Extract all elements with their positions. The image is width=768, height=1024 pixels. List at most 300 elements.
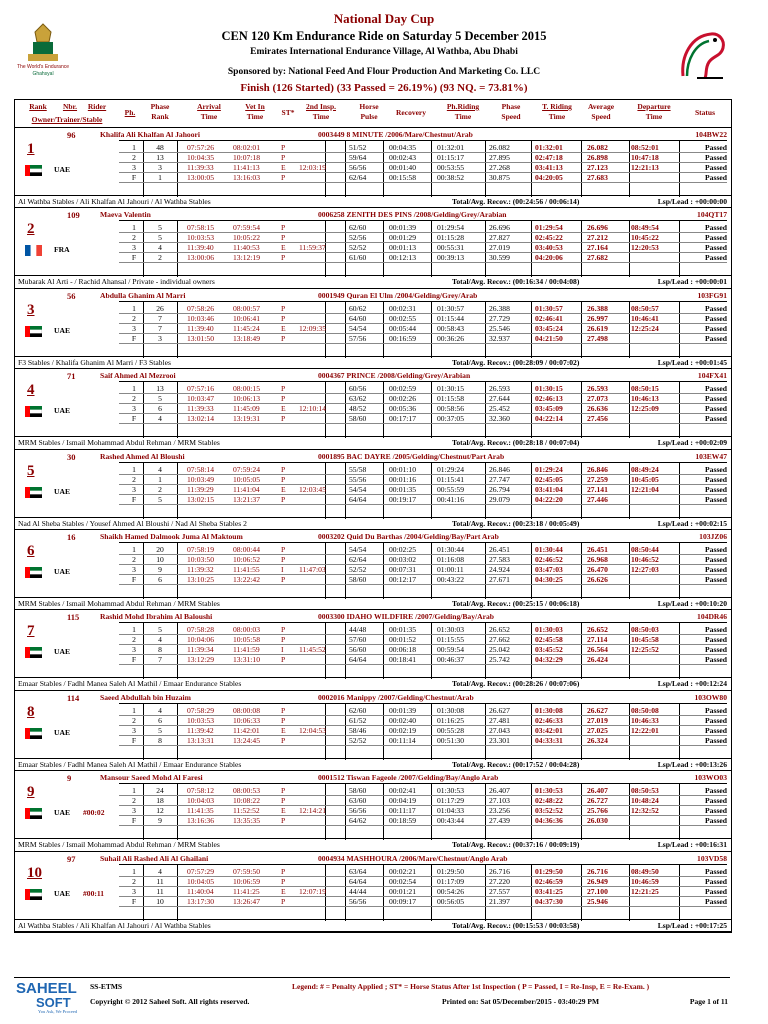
phase-cell: 08:00:03 xyxy=(233,625,261,635)
phase-cell: 27.682 xyxy=(587,253,608,263)
phase-cell: 10:46:59 xyxy=(631,876,659,886)
phase-cell: 27.683 xyxy=(587,173,608,182)
phase-cell: 10:03:47 xyxy=(187,394,215,404)
rider-name: Rashid Mohd Ibrahim Al Baloushi xyxy=(100,612,213,622)
horse-info: 0006258 ZENITH DES PINS /2008/Gelding/Grey/Arabian xyxy=(318,210,507,220)
phase-cell: 13 xyxy=(156,384,164,394)
phase-cell: 2 xyxy=(132,715,136,725)
phase-cell: 02:46:59 xyxy=(535,876,563,886)
entry-rank: 8 xyxy=(27,703,35,720)
phase-cell: 07:57:16 xyxy=(187,384,215,394)
phase-cell: 12:27:03 xyxy=(631,564,659,574)
phase-cell: Passed xyxy=(705,876,727,886)
phase-cell: 00:02:26 xyxy=(389,394,417,404)
phase-cell: 4 xyxy=(158,243,162,253)
owner-trainer-stable: Al Wathba Stables / Ali Khalfan Al Jahouri / Al Wathba Stables xyxy=(18,197,211,206)
phase-cell: 8 xyxy=(158,645,162,655)
phase-cell: 27.268 xyxy=(489,163,510,172)
phase-cell: 00:02:31 xyxy=(389,303,417,313)
horse-info: 0002016 Manippy /2007/Gelding/Chestnut/Arab xyxy=(318,692,474,702)
phase-cell: 00:05:44 xyxy=(389,323,417,333)
col-owner: Owner/Trainer/Stable xyxy=(31,115,103,124)
total-recovery: Total/Avg. Recov.: (00:24:56 / 00:06:14) xyxy=(452,197,580,206)
phase-cell: 26.593 xyxy=(587,384,608,394)
phase-cell: Passed xyxy=(705,796,727,806)
phase-cell: 56/56 xyxy=(349,163,367,172)
phase-cell: Passed xyxy=(705,163,727,172)
phase-cell: 7 xyxy=(158,323,162,333)
phase-cell: 12:25:52 xyxy=(631,645,659,655)
horse-id: 103OW80 xyxy=(694,692,727,702)
phase-cell: 03:41:25 xyxy=(535,886,563,896)
horse-id: 103VD58 xyxy=(697,853,727,863)
phase-cell: 07:59:54 xyxy=(233,223,261,233)
phase-cell: 08:00:08 xyxy=(233,705,261,715)
phase-cell: 27.019 xyxy=(587,715,608,725)
total-recovery: Total/Avg. Recov.: (00:15:53 / 00:03:58) xyxy=(452,920,580,930)
total-recovery: Total/Avg. Recov.: (00:25:15 / 00:06:18) xyxy=(452,598,580,608)
col-insp-time: Time xyxy=(312,112,330,121)
lead-time: Lsp/Lead : +00:13:26 xyxy=(657,759,727,769)
finish-summary: Finish (126 Started) (33 Passed = 26.19%) (93 NQ. = 73.81%) xyxy=(240,82,528,94)
phase-cell: 01:16:25 xyxy=(437,715,465,725)
owner-trainer-stable: Emaar Stables / Fadhl Manea Saleh Al Mathil / Emaar Endurance Stables xyxy=(18,759,242,769)
lead-time: Lsp/Lead : +00:02:15 xyxy=(657,518,727,528)
phase-cell: 00:38:52 xyxy=(437,173,465,182)
phase-cell: P xyxy=(281,414,286,424)
phase-cell: P xyxy=(281,796,286,806)
phase-cell: 25.452 xyxy=(489,404,510,414)
phase-cell: 08:00:15 xyxy=(233,384,261,394)
phase-cell: 27.073 xyxy=(587,394,608,404)
phase-cell: 44/48 xyxy=(349,625,367,635)
col-triding: T. Riding xyxy=(542,102,572,111)
phase-cell: 10:48:24 xyxy=(631,796,659,806)
phase-row xyxy=(119,333,727,344)
phase-cell: 26 xyxy=(156,303,164,313)
phase-cell: 27.747 xyxy=(489,474,510,484)
phase-cell: 00:01:35 xyxy=(389,484,417,494)
event-sponsor: Sponsored by: National Feed And Flour Production And Marketing Co. LLC xyxy=(227,67,541,77)
phase-cell: 26.082 xyxy=(489,143,510,152)
col-ph: Ph. xyxy=(124,108,136,117)
phase-cell: 63/60 xyxy=(349,796,367,806)
entry-rank: 6 xyxy=(27,542,35,559)
phase-cell: 13:16:03 xyxy=(233,173,261,182)
phase-cell: 10:04:35 xyxy=(187,153,215,162)
phase-cell: 27.114 xyxy=(587,635,608,645)
phase-cell: 00:15:58 xyxy=(389,173,417,182)
phase-cell: Passed xyxy=(705,735,727,745)
phase-cell: 26.968 xyxy=(587,554,608,564)
entry-block xyxy=(15,450,731,530)
phase-cell: 01:29:24 xyxy=(535,464,563,474)
uae-flag-icon xyxy=(25,889,42,900)
phase-cell: 11:40:04 xyxy=(187,886,214,896)
phase-cell: Passed xyxy=(705,484,727,494)
phase-cell: 26.451 xyxy=(587,544,608,554)
phase-cell: 03:52:52 xyxy=(535,806,563,816)
phase-cell: 13:35:35 xyxy=(233,816,261,826)
phase-cell: 00:36:26 xyxy=(437,333,465,343)
phase-cell: 11:45:52 xyxy=(299,645,326,655)
phase-cell: 13:24:45 xyxy=(233,735,261,745)
phase-cell: 5 xyxy=(158,233,162,243)
phase-cell: 13:01:50 xyxy=(187,333,215,343)
phase-cell: 01:30:53 xyxy=(535,786,563,796)
phase-cell: 4 xyxy=(158,635,162,645)
entry-block xyxy=(15,530,731,610)
phase-cell: 26.997 xyxy=(587,313,608,323)
phase-cell: 1 xyxy=(132,786,136,796)
horse-info: 0001512 Tiswan Fageole /2007/Gelding/Bay/Anglo Arab xyxy=(318,773,499,783)
phase-cell: 07:58:29 xyxy=(187,705,215,715)
phase-cell: 1 xyxy=(132,464,136,474)
phase-cell: 11 xyxy=(156,876,164,886)
phase-cell: 2 xyxy=(132,394,136,404)
penalty: #00:11 xyxy=(83,888,105,898)
phase-cell: 13:26:47 xyxy=(233,896,261,906)
col-rank: Rank xyxy=(29,102,47,111)
entry-rank: 10 xyxy=(27,864,42,881)
phase-cell: 00:18:41 xyxy=(389,655,417,665)
phase-cell: Passed xyxy=(705,323,727,333)
phase-cell: Passed xyxy=(705,474,727,484)
phase-cell: 07:58:15 xyxy=(187,223,215,233)
phase-cell: 54/54 xyxy=(349,544,367,554)
phase-cell: 01:30:15 xyxy=(535,384,563,394)
phase-cell: 13:17:30 xyxy=(187,896,215,906)
phase-cell: 27.141 xyxy=(587,484,608,494)
phase-cell: 00:09:17 xyxy=(389,896,417,906)
phase-cell: 27.827 xyxy=(489,233,510,243)
phase-grid xyxy=(119,622,727,679)
horse-info: 0004934 MASHHOURA /2006/Mare/Chestnut/Anglo Arab xyxy=(318,853,508,863)
phase-cell: 13:00:05 xyxy=(187,173,215,182)
phase-cell: Passed xyxy=(705,464,727,474)
nationality: UAE xyxy=(54,486,71,496)
phase-cell: 3 xyxy=(132,886,136,896)
phase-cell: Passed xyxy=(705,394,727,404)
col-phriding-time: Time xyxy=(454,112,472,121)
rider-name: Shaikh Hamed Dalmook Juma Al Maktoum xyxy=(100,531,243,541)
phase-cell: 3 xyxy=(132,404,136,414)
phase-cell: F xyxy=(131,414,137,424)
col-insp: 2nd Insp. xyxy=(305,102,337,111)
horse-info: 0001949 Quran El Ulm /2004/Gelding/Grey/Arab xyxy=(318,290,478,300)
rider-name: Suhail Ali Rashed Ali Al Ghailani xyxy=(100,853,209,863)
phase-cell: 08:52:01 xyxy=(631,143,659,152)
phase-cell: 01:30:44 xyxy=(535,544,563,554)
col-phriding: Ph.Riding xyxy=(446,102,480,111)
phase-cell: 62/60 xyxy=(349,705,367,715)
col-arrival-time: Time xyxy=(200,112,218,121)
phase-cell: 00:02:25 xyxy=(389,544,417,554)
logo-left-sub: Ghahsyal xyxy=(32,71,54,77)
phase-cell: 62/64 xyxy=(349,173,367,182)
uae-flag-icon xyxy=(25,808,42,819)
entry-number: 96 xyxy=(67,130,76,140)
phase-cell: 3 xyxy=(132,645,136,655)
phase-cell: 00:19:17 xyxy=(389,494,417,504)
phase-row xyxy=(119,654,727,665)
phase-cell: 00:02:55 xyxy=(389,313,417,323)
entry-number: 16 xyxy=(67,531,76,542)
col-departure-time: Time xyxy=(645,112,663,121)
nationality: UAE xyxy=(54,566,71,576)
phase-cell: 00:43:44 xyxy=(437,816,465,826)
phase-cell: 12:20:53 xyxy=(631,243,659,253)
phase-cell: 25.742 xyxy=(489,655,510,665)
phase-cell: 13:22:42 xyxy=(233,574,261,584)
total-recovery: Total/Avg. Recov.: (00:23:18 / 00:05:49) xyxy=(452,518,580,528)
phase-cell: 26.470 xyxy=(587,564,608,574)
phase-cell: Passed xyxy=(705,223,727,233)
phase-cell: 08:50:15 xyxy=(631,384,659,394)
phase-cell: 02:45:58 xyxy=(535,635,563,645)
phase-cell: 2 xyxy=(158,484,162,494)
phase-cell: 11:41:59 xyxy=(233,645,260,655)
phase-cell: 04:21:50 xyxy=(535,333,563,343)
phase-cell: E xyxy=(281,163,286,172)
phase-cell: 01:29:54 xyxy=(535,223,563,233)
phase-cell: 10:46:52 xyxy=(631,554,659,564)
phase-cell: P xyxy=(281,464,286,474)
phase-cell: 12:07:19 xyxy=(299,886,327,896)
phase-cell: 5 xyxy=(158,223,162,233)
phase-cell: 00:02:21 xyxy=(389,866,417,876)
phase-cell: 59/64 xyxy=(349,153,367,162)
phase-cell: 04:30:25 xyxy=(535,574,563,584)
phase-cell: 3 xyxy=(132,163,136,172)
lead-time: Lsp/Lead : +00:12:24 xyxy=(657,679,727,689)
phase-cell: 00:01:13 xyxy=(389,243,417,253)
horse-id: 104QT17 xyxy=(697,210,727,220)
phase-row xyxy=(119,172,727,183)
phase-cell: 02:45:05 xyxy=(535,474,563,484)
phase-cell: P xyxy=(281,786,286,796)
phase-cell: 12:03:19 xyxy=(299,163,327,172)
phase-cell: P xyxy=(281,313,286,323)
phase-cell: 00:12:13 xyxy=(389,253,417,263)
phase-cell: 08:50:44 xyxy=(631,544,659,554)
phase-cell: 01:15:17 xyxy=(437,153,465,162)
phase-cell: 11:52:52 xyxy=(233,806,260,816)
phase-grid xyxy=(119,140,727,197)
phase-cell: P xyxy=(281,253,286,263)
phase-cell: P xyxy=(281,333,286,343)
horse-info: 0001895 BAC DAYRE /2005/Gelding/Chestnut/Part Arab xyxy=(318,451,505,461)
phase-cell: 12:21:25 xyxy=(631,886,659,896)
phase-cell: 30.599 xyxy=(489,253,510,263)
phase-cell: Passed xyxy=(705,243,727,253)
col-avg: Average xyxy=(587,102,615,111)
phase-cell: 27.439 xyxy=(489,816,510,826)
phase-cell: 04:22:20 xyxy=(535,494,563,504)
phase-cell: 26.324 xyxy=(587,735,608,745)
lead-time: Lsp/Lead : +00:17:25 xyxy=(657,920,727,930)
phase-cell: 13:13:31 xyxy=(187,735,215,745)
entry-block xyxy=(15,771,731,851)
phase-cell: 54/54 xyxy=(349,323,367,333)
phase-cell: 54/54 xyxy=(349,484,367,494)
phase-cell: 10:04:03 xyxy=(187,796,215,806)
phase-cell: F xyxy=(131,494,137,504)
phase-row xyxy=(119,735,727,746)
phase-cell: 27.212 xyxy=(587,233,608,243)
phase-cell: 11:45:24 xyxy=(233,323,260,333)
phase-cell: P xyxy=(281,223,286,233)
phase-cell: 32.937 xyxy=(489,333,510,343)
phase-cell: 3 xyxy=(158,333,162,343)
phase-cell: 32.360 xyxy=(489,414,510,424)
phase-cell: P xyxy=(281,303,286,313)
phase-cell: 55/56 xyxy=(349,474,367,484)
phase-cell: 11:41:04 xyxy=(233,484,260,494)
uae-flag-icon xyxy=(25,647,42,658)
total-recovery: Total/Avg. Recov.: (00:16:34 / 00:04:08) xyxy=(452,277,580,287)
phase-cell: 26.898 xyxy=(587,153,608,162)
col-status: Status xyxy=(694,108,715,117)
entry-block xyxy=(15,852,731,932)
entry-block xyxy=(15,289,731,369)
phase-row xyxy=(119,494,727,505)
phase-cell: P xyxy=(281,554,286,564)
phase-cell: 00:06:18 xyxy=(389,645,417,655)
phase-cell: P xyxy=(281,153,286,162)
phase-cell: 01:15:28 xyxy=(437,233,465,243)
phase-cell: 26.564 xyxy=(587,645,608,655)
owner-trainer-stable: MRM Stables / Ismail Mohammad Abdul Rehman / MRM Stables xyxy=(18,598,220,608)
phase-cell: 00:37:05 xyxy=(437,414,465,424)
phase-cell: 01:30:03 xyxy=(437,625,465,635)
phase-grid xyxy=(119,783,727,840)
phase-cell: 2 xyxy=(132,876,136,886)
phase-cell: 10:05:58 xyxy=(233,635,261,645)
phase-cell: 26.696 xyxy=(587,223,608,233)
phase-cell: 08:50:08 xyxy=(631,705,659,715)
phase-cell: 56/60 xyxy=(349,645,367,655)
phase-cell: 00:41:16 xyxy=(437,494,465,504)
phase-cell: 11:39:29 xyxy=(187,484,214,494)
phase-cell: 26.082 xyxy=(587,143,608,152)
entry-block xyxy=(15,691,731,771)
phase-cell: 3 xyxy=(132,243,136,253)
phase-row xyxy=(119,815,727,826)
phase-cell: 11:39:40 xyxy=(187,243,214,253)
phase-cell: Passed xyxy=(705,303,727,313)
phase-cell: 10:45:05 xyxy=(631,474,659,484)
horse-id: 104BW22 xyxy=(695,130,727,139)
phase-cell: 00:16:59 xyxy=(389,333,417,343)
phase-cell: F xyxy=(131,655,137,665)
phase-cell: 10:06:52 xyxy=(233,554,261,564)
phase-cell: 07:57:29 xyxy=(187,866,215,876)
phase-cell: 13:21:37 xyxy=(233,494,261,504)
phase-cell: 01:16:08 xyxy=(437,554,465,564)
entry-number: 71 xyxy=(67,371,76,382)
phase-cell: 01:17:29 xyxy=(437,796,465,806)
phase-cell: 24.924 xyxy=(489,564,510,574)
total-recovery: Total/Avg. Recov.: (00:17:52 / 00:04:28) xyxy=(452,759,580,769)
phase-cell: Passed xyxy=(705,786,727,796)
nationality: FRA xyxy=(54,245,70,255)
column-headers xyxy=(15,100,731,128)
phase-cell: 26.846 xyxy=(587,464,608,474)
phase-cell: 11:39:40 xyxy=(187,323,214,333)
phase-cell: 01:30:57 xyxy=(535,303,563,313)
col-triding-time: Time xyxy=(548,112,566,121)
total-recovery: Total/Avg. Recov.: (00:28:09 / 00:07:02) xyxy=(452,357,580,367)
lead-time: Lsp/Lead : +00:10:20 xyxy=(657,598,727,608)
phase-cell: 6 xyxy=(158,404,162,414)
phase-cell: 64/64 xyxy=(349,876,367,886)
phase-cell: 10:45:58 xyxy=(631,635,659,645)
phase-cell: Passed xyxy=(705,655,727,665)
phase-cell: 07:58:12 xyxy=(187,786,215,796)
phase-cell: 00:17:17 xyxy=(389,414,417,424)
entry-number: 97 xyxy=(67,853,76,864)
phase-cell: 26.716 xyxy=(489,866,510,876)
phase-cell: 07:58:28 xyxy=(187,625,215,635)
phase-cell: 12:32:52 xyxy=(631,806,659,816)
phase-cell: 02:48:22 xyxy=(535,796,563,806)
phase-cell: 3 xyxy=(158,163,162,172)
phase-cell: P xyxy=(281,715,286,725)
phase-cell: 00:02:54 xyxy=(389,876,417,886)
phase-cell: Passed xyxy=(705,866,727,876)
phase-cell: 01:15:55 xyxy=(437,635,465,645)
phase-cell: P xyxy=(281,735,286,745)
entry-number: 114 xyxy=(67,692,80,703)
phase-cell: 01:04:33 xyxy=(437,806,465,816)
phase-cell: 03:45:52 xyxy=(535,645,563,655)
phase-cell: 4 xyxy=(158,705,162,715)
phase-cell: 00:02:40 xyxy=(389,715,417,725)
phase-cell: 00:51:30 xyxy=(437,735,465,745)
phase-cell: 00:01:39 xyxy=(389,705,417,715)
entry-number: 9 xyxy=(67,773,72,784)
phase-grid xyxy=(119,542,727,599)
phase-cell: 10:46:33 xyxy=(631,715,659,725)
entries-list xyxy=(15,128,731,932)
phase-cell: 00:04:35 xyxy=(389,143,417,152)
phase-cell: Passed xyxy=(705,494,727,504)
phase-cell: Passed xyxy=(705,313,727,323)
phase-cell: 01:30:03 xyxy=(535,625,563,635)
phase-cell: 26.652 xyxy=(489,625,510,635)
phase-grid xyxy=(119,864,727,921)
phase-cell: 07:59:24 xyxy=(233,464,261,474)
entry-rank: 2 xyxy=(27,221,35,238)
phase-cell: 51/52 xyxy=(349,143,367,152)
phase-cell: 00:01:40 xyxy=(389,163,417,172)
copyright: Copyright © 2012 Saheel Soft. All rights reserved. xyxy=(90,997,250,1006)
phase-cell: Passed xyxy=(705,554,727,564)
col-pulse: Pulse xyxy=(360,112,378,121)
phase-cell: 08:49:24 xyxy=(631,464,659,474)
phase-cell: 5 xyxy=(158,494,162,504)
phase-cell: 9 xyxy=(158,564,162,574)
phase-cell: 13:10:25 xyxy=(187,574,215,584)
lead-time: Lsp/Lead : +00:00:01 xyxy=(657,277,727,287)
phase-cell: 2 xyxy=(132,313,136,323)
phase-cell: 00:55:31 xyxy=(437,243,465,253)
phase-cell: 4 xyxy=(158,464,162,474)
phase-cell: 01:15:44 xyxy=(437,313,465,323)
phase-cell: 01:32:01 xyxy=(437,143,465,152)
phase-cell: 01:30:08 xyxy=(535,705,563,715)
